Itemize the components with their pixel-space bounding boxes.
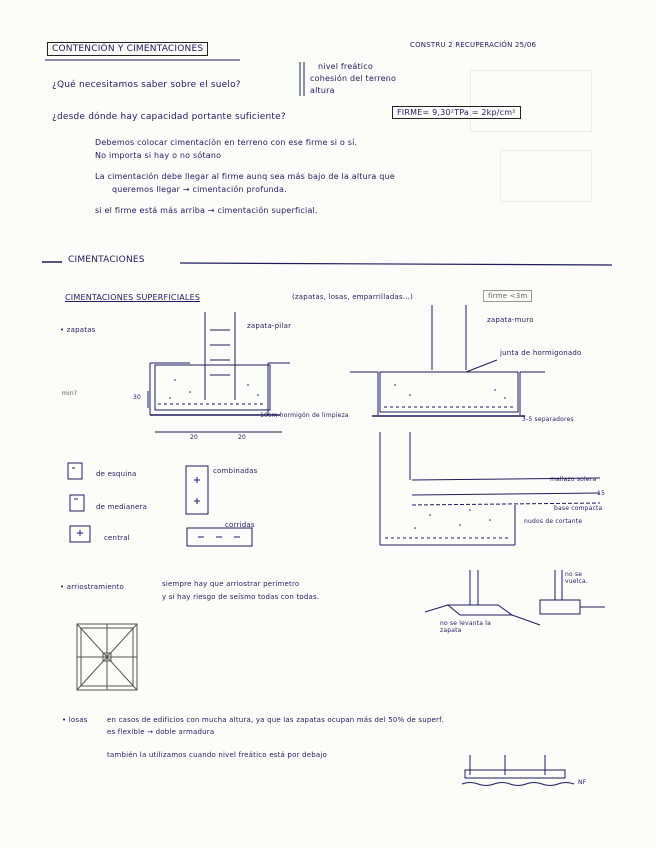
arriostramiento-text: y si hay riesgo de seísmo todas con todas. (162, 593, 320, 601)
arriostramiento-text: siempre hay que arriostrar perímetro (162, 580, 300, 588)
question-soil: ¿Qué necesitamos saber sobre el suelo? (52, 80, 241, 90)
zapata-muro-drawing (350, 305, 545, 416)
separadores-label: 3-5 separadores (522, 416, 574, 423)
zapata-muro-label: zapata-muro (487, 316, 534, 324)
intro-line: queremos llegar → cimentación profunda. (112, 185, 287, 194)
tipo-central-icon (70, 526, 90, 542)
zapata-pilar-label: zapata-pilar (247, 322, 292, 330)
base-compacta-label: base compacta (554, 505, 603, 512)
arriostramiento-3d-left (425, 570, 540, 625)
arriostramiento-3d-right (540, 570, 605, 614)
zapata-pilar-drawing (148, 312, 290, 432)
tipo-medianera-icon (70, 495, 84, 511)
tipo-combinadas-icon (186, 466, 208, 514)
min-label: min? (62, 390, 78, 397)
junta-label: junta de hormigonado (500, 349, 582, 357)
soil-item: cohesión del terreno (310, 74, 397, 83)
dim-15: 15 (597, 490, 606, 497)
tipo-esquina-icon (68, 463, 82, 479)
intro-line: No importa si hay o no sótano (95, 151, 222, 160)
tipo-esquina-label: de esquina (96, 470, 137, 478)
intro-line: La cimentación debe llegar al firme aunq sea más bajo de la altura que (95, 172, 395, 181)
hormigon-limpieza-label: 10cm hormigón de limpieza (260, 412, 349, 419)
tipo-corridas-label: corridas (225, 521, 255, 529)
intro-line: Debemos colocar cimentación en terreno con ese firme si o sí. (95, 138, 358, 147)
arriostramiento-note: no se levanta la zapata (440, 620, 491, 634)
losas-text: también la utilizamos cuando nivel freático está por debajo (107, 751, 327, 759)
section-rule (180, 263, 612, 265)
arriostramiento-note: no se vuelca. (565, 571, 588, 585)
tipo-medianera-label: de medianera (96, 503, 148, 511)
firme-note: firme <3m (483, 290, 532, 302)
arriostramiento-label: • arriostramiento (60, 583, 124, 591)
intro-line: si el firme está más arriba → cimentación superficial. (95, 206, 318, 215)
zapatas-label: • zapatas (60, 326, 96, 334)
tipo-central-label: central (104, 534, 130, 542)
losas-label: • losas (62, 716, 88, 724)
mallazo-label: mallazo solera (550, 476, 597, 483)
soil-item: altura (310, 86, 335, 95)
page-title: CONTENCIÓN Y CIMENTACIONES (47, 42, 208, 56)
section-subtitle-note: (zapatas, losas, emparrilladas...) (292, 293, 414, 301)
nudos-label: nudos de cortante (524, 518, 583, 525)
dim-30: 30 (133, 394, 142, 401)
header-note: CONSTRU 2 RECUPERACIÓN 25/06 (410, 41, 537, 49)
losas-text: en casos de edificios con mucha altura, ya que las zapatas ocupan más del 50% de superf. (107, 716, 444, 724)
section-title: CIMENTACIONES (68, 255, 145, 265)
soil-item: nivel freático (318, 62, 373, 71)
section-subtitle: CIMENTACIONES SUPERFICIALES (65, 293, 201, 302)
losas-text: es flexible → doble armadura (107, 728, 215, 736)
nf-label: NF (578, 779, 587, 786)
tipo-combinadas-label: combinadas (213, 467, 258, 475)
dim-20a: 20 (190, 434, 199, 441)
concrete-texture (169, 379, 506, 529)
dim-20b: 20 (238, 434, 247, 441)
arriostramiento-plan (77, 624, 137, 690)
question-capacity: ¿desde dónde hay capacidad portante suficiente? (52, 112, 286, 122)
tipo-corridas-icon (187, 528, 252, 546)
formula-box: FIRME= 9,30²TPa = 2kp/cm² (392, 106, 521, 119)
losa-nf-drawing (462, 755, 574, 786)
